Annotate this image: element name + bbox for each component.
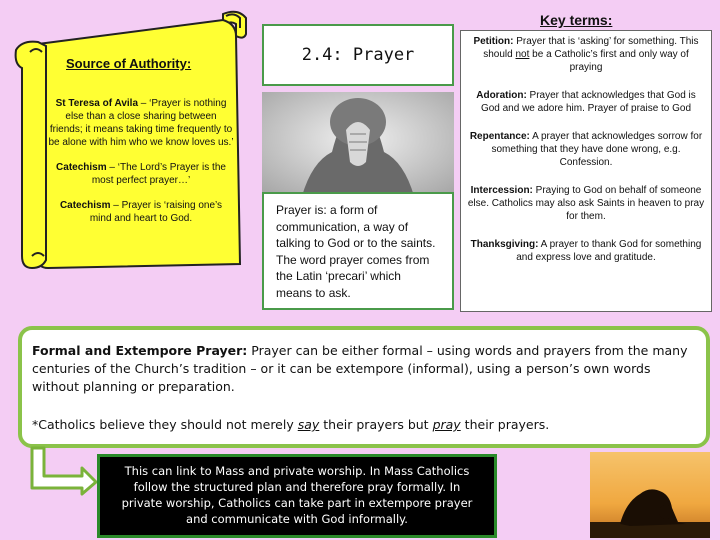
- term-thanksgiving: Thanksgiving: A prayer to thank God for something and express love and gratitude.: [470, 239, 702, 263]
- source-heading: Source of Authority:: [66, 56, 192, 71]
- source-of-authority-scroll: [8, 6, 258, 272]
- formal-extempore-box: [18, 326, 710, 448]
- kneeling-person-icon: [590, 452, 710, 538]
- term-repentance: Repentance: A prayer that acknowledges sorrow for something that they have done wrong, e.g. Confession.: [469, 131, 703, 168]
- praying-hands-icon: [262, 92, 454, 196]
- quote-teresa: St Teresa of Avila – ‘Prayer is nothing else than a close sharing between friends; it means taking time frequently to be alone with him who we know loves us.’: [48, 98, 234, 148]
- quote-catechism-lords-prayer: Catechism – ‘The Lord’s Prayer is the most perfect prayer…’: [56, 162, 226, 186]
- page-title: 2.4: Prayer: [262, 24, 454, 86]
- key-terms-heading: Key terms:: [540, 12, 613, 28]
- term-petition: Petition: Prayer that is ‘asking’ for something. This should not be a Catholic’s first and only way of praying: [473, 36, 699, 73]
- praying-hands-photo: [262, 92, 454, 196]
- arrow-right-icon: [28, 446, 100, 496]
- key-terms-box: [460, 30, 712, 312]
- catholic-note: *Catholics believe they should not merely say their prayers but pray their prayers.: [32, 417, 550, 432]
- formal-extempore-text: Formal and Extempore Prayer: Prayer can be either formal – using words and prayers from the many centuries of the Church’s tradition – or it can be extempore (informal), using a person’s own words without planning or preparation.: [32, 343, 688, 394]
- prayer-definition: Prayer is: a form of communication, a way of talking to God or to the saints. The word prayer comes from the Latin ‘precari’ which means to ask.: [262, 192, 454, 310]
- quote-catechism-raising-mind: Catechism – Prayer is ‘raising one’s mind and heart to God.: [59, 200, 223, 224]
- praying-silhouette-photo: [590, 452, 710, 538]
- term-adoration: Adoration: Prayer that acknowledges that God is God and we adore him. Prayer of praise to God: [476, 90, 696, 114]
- term-intercession: Intercession: Praying to God on behalf of someone else. Catholics may also ask Saints in heaven to pray for them.: [467, 185, 705, 222]
- mass-link-box: This can link to Mass and private worship. In Mass Catholics follow the structured plan and therefore pray formally. In private worship, Catholics can take part in extempore prayer and communicate with God informally.: [97, 454, 497, 538]
